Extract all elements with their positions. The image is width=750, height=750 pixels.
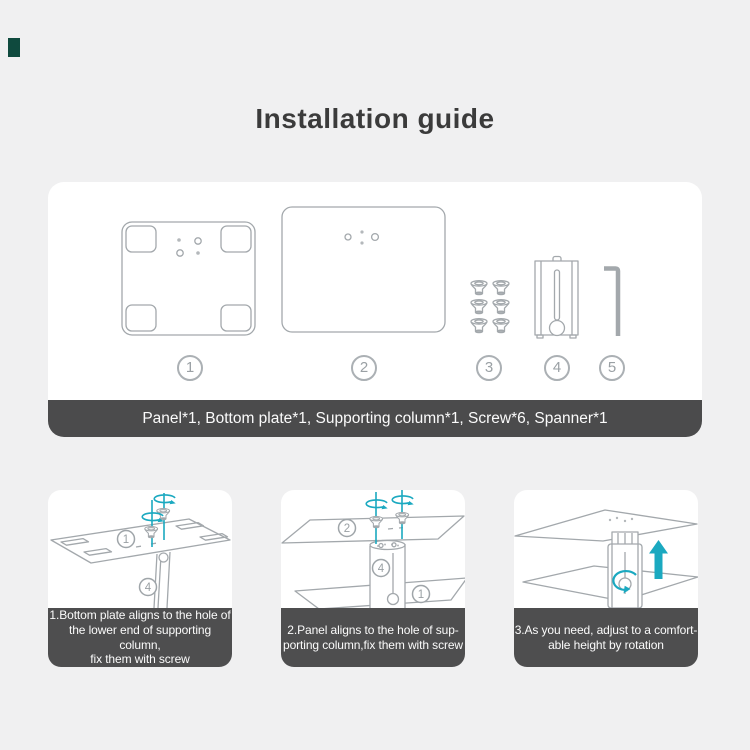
bottom-plate-icon [122,222,255,335]
step-card-3 [514,490,698,667]
caption-line: able height by rotation [548,637,664,652]
caption-line: fix them with screw [90,652,190,667]
part-number-1: 1 [177,355,203,381]
step-2-caption [281,608,465,667]
part-number-2: 2 [351,355,377,381]
caption-line: 1.Bottom plate aligns to the hole of [49,607,231,622]
caption-line: 2.Panel aligns to the hole of sup- [287,622,459,637]
step-1-caption [48,608,232,667]
step1-column-badge: 4 [144,582,152,594]
caption-line: porting column,fix them with screw [283,637,463,652]
caption-line: the lower end of supporting column, [68,622,212,652]
step-1-illustration [48,490,232,608]
step2-column-badge: 4 [377,563,385,575]
parts-summary-bar: Panel*1, Bottom plate*1, Supporting column*1, Screw*6, Spanner*1 [48,400,702,437]
step-2-illustration [281,490,465,608]
page-title: Installation guide [255,102,495,134]
panel-icon [282,207,445,332]
step-card-1 [48,490,232,667]
screws-icon [471,281,509,333]
parts-overview-card [48,182,702,437]
step-3-illustration [514,490,698,608]
caption-line: 3.As you need, adjust to a comfort- [514,622,698,637]
step2-plate-badge: 1 [417,589,425,601]
step-3-caption [514,608,698,667]
part-number-3: 3 [476,355,502,381]
step1-plate-badge: 1 [122,534,130,546]
brand-badge [8,38,20,57]
step-card-2 [281,490,465,667]
spanner-icon [604,269,618,337]
part-number-5: 5 [599,355,625,381]
part-number-4: 4 [544,355,570,381]
supporting-column-icon [535,257,578,339]
step2-panel-badge: 2 [343,523,351,535]
